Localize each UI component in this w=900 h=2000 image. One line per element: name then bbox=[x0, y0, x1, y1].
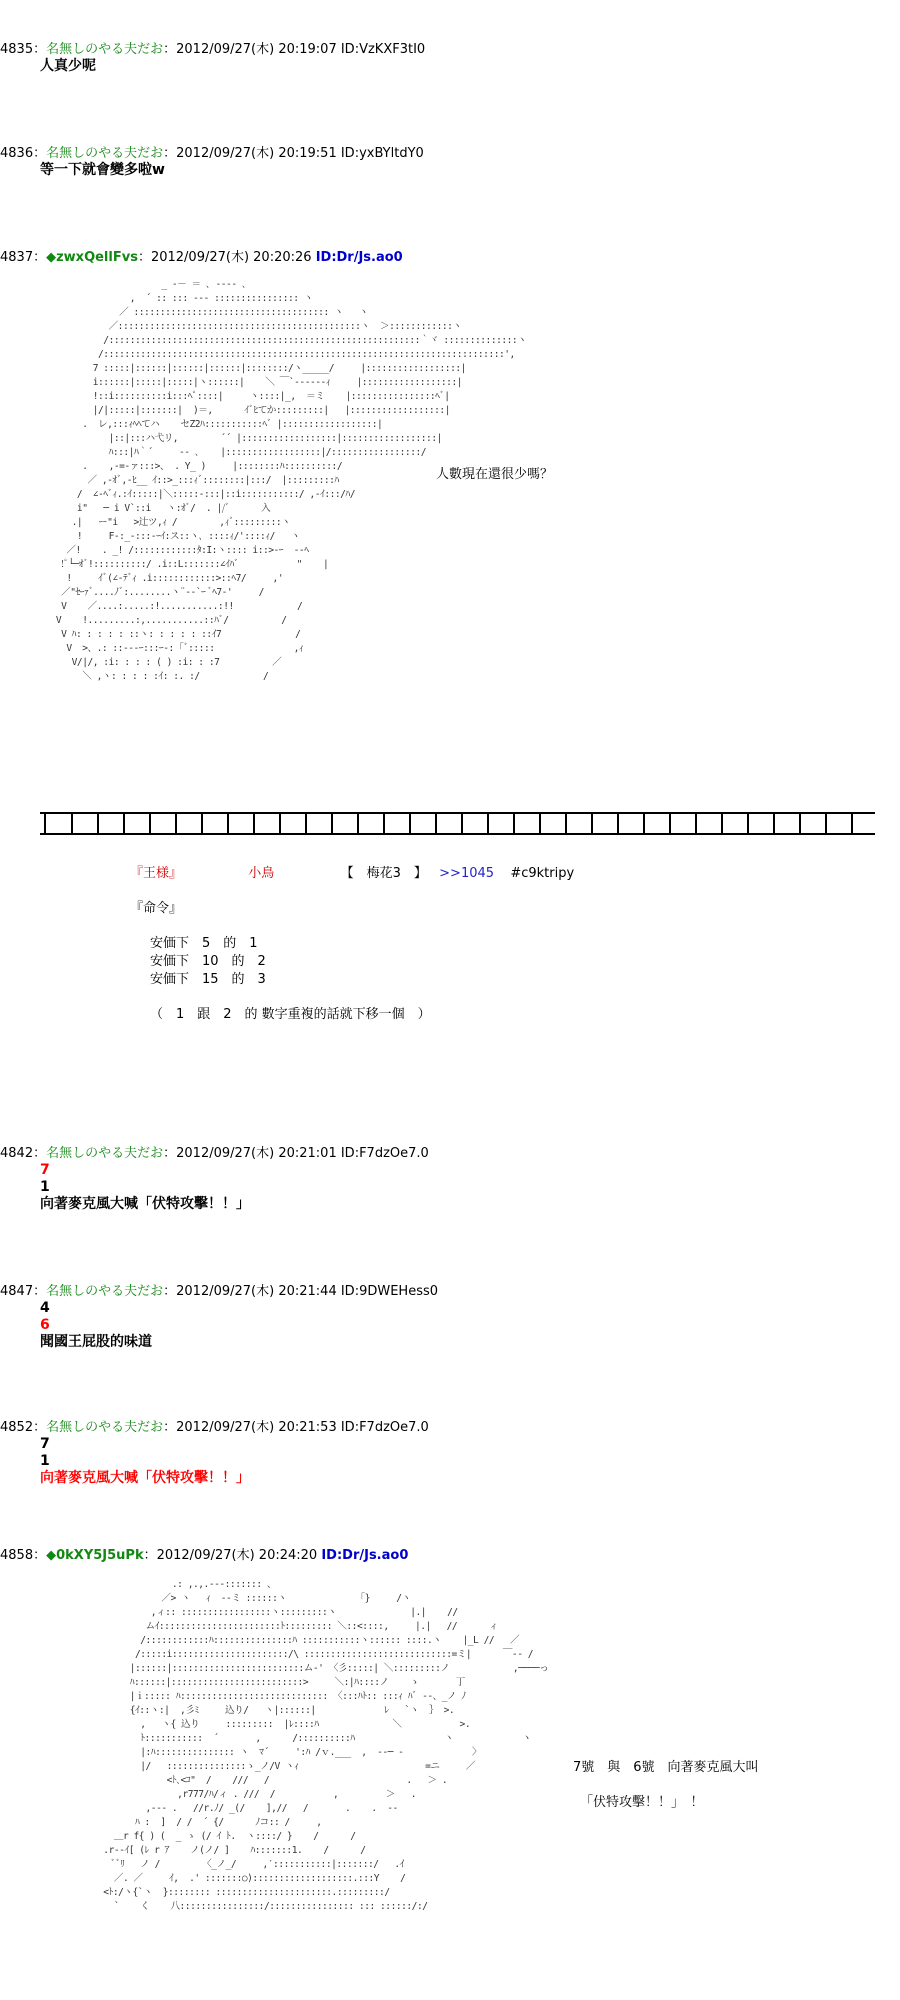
divider-tick bbox=[461, 812, 463, 833]
divider-tick bbox=[643, 812, 645, 833]
divider-tick bbox=[565, 812, 567, 833]
order-item bbox=[150, 932, 258, 951]
king-label: 『王様』 bbox=[130, 866, 183, 881]
post-header bbox=[0, 42, 425, 58]
post-number[interactable]: 4852 bbox=[0, 1420, 34, 1435]
post-number[interactable]: 4835 bbox=[0, 42, 34, 57]
poster-name: 名無しのやる夫だお bbox=[46, 146, 164, 161]
speech-text bbox=[573, 1756, 759, 1775]
order-item bbox=[150, 968, 266, 987]
card-label: 【 梅花3 】 bbox=[340, 866, 427, 881]
poster-name: 名無しのやる夫だお bbox=[46, 1284, 164, 1299]
post-number[interactable]: 4842 bbox=[0, 1146, 34, 1161]
poster-name: 名無しのやる夫だお bbox=[46, 1146, 164, 1161]
order-text: 安価下 10 的 2 bbox=[150, 954, 266, 969]
post-header bbox=[0, 1284, 438, 1300]
post-number[interactable]: 4836 bbox=[0, 146, 34, 161]
divider-tick bbox=[331, 812, 333, 833]
ascii-art-character: _ -－ ＝ ､ ‐‐‐‐ ､ , ´ :: ::: ‐‐‐ :::::::::::::::: ヽ ／ ::::::::::::::::::::::::::::::::::::: ヽ ヽ ／::::::::::::::::::::::::::::::::::::::::::::::ヽ ＞::::::::::::ヽ /:::::::::::::::::::::::::::::::::::::::::::::::::::::::::::｀ヾ ::::::::::::::ヽ /::::::::::::::::::::::::::::::::::::::::::::::::::::::::::::::::::::::::::::', 7 :::::|::::::|::::::|::::::|::::::::/ヽ_____/ |::::::::::::::::::| i::::::|:::::|:::::|ヽ::::::| ＼ ￣`‐‐‐‐‐‐ｨ |::::::::::::::::::| !::i::::::::::i:::ﾍﾟ::::| ヽ::::|_, ＝ミ |::::::::::::::::ﾍﾞ| |/|:::::|:::::::| )＝, ｲﾞﾋてか:::::::::| |::::::::::::::::::| . レ,:::ｨﾍﾍてハ セZ2ﾊ:::::::::::ﾍﾞ |::::::::::::::::::| |::|:::ハ弋リ, ´´ |::::::::::::::::::|::::::::::::::::::| ﾊ:::|ﾊ｀´ -- ､ |::::::::::::::::::|/:::::::::::::::::/ . ,-=-ァ:::>、 . Y_ ) |::::::::ﾊ::::::::::/ ／ ,-ｵﾞ,‐ﾋ__ ｲ::>_:::ｨﾞ::::::::|:::/ |:::::::::ﾊ / ∠-ﾍﾞｨ.:ｲ:::::|＼:::::-:::|::i:::::::::::/ ,-ｲ:::/ﾊ/ i" ─ i V`::i ヽ:ｵﾞ/ . |/ﾞ 入 .| ー"i >辻ツ,ｨ / ,ｨﾞ:::::::::ヽ ! F-:_-:::-ｰｲ:ス::ヽ､ ::::ｨ/'::::ｨ/ ヽ ／! . _! /::::::::::::ﾀ:I:ヽ:::: i::>-ｰ ‐‐ﾍ !ﾟ└─ｵﾞ!::::::::::/ .i::L:::::::∠ｲﾊﾞ " | ! ｲﾞ(∠-ﾃﾞｨ .i::::::::::::>::ﾍ7/ ,' ／"ｾｰｧﾞ....ﾉﾞ:........ヽ¨‐‐`ｰ ﾞﾍ7‐' / V ／....:.....:!...........:!! / V !.........:,...........::ﾊﾞ/ / V ﾊ: : : : : ::ヽ: : : : : ::ｲ7 / V >、.: ::‐‐‐ｰ:::ｰ‐: ｢ﾞ::::: ,ｨ V/|/, :i: : : : ( ) :i: : :7 ／ ＼ ,ヽ: : : : :ｲ: :. :/ / bbox=[55, 279, 527, 682]
order-note bbox=[150, 1003, 431, 1022]
divider-tick bbox=[773, 812, 775, 833]
post-line: 等一下就會變多啦w bbox=[40, 162, 165, 178]
divider-tick bbox=[383, 812, 385, 833]
divider-tick bbox=[799, 812, 801, 833]
post-meta: ：2012/09/27(木) 20:19:51 ID:yxBYltdY0 bbox=[163, 146, 424, 161]
divider-tick bbox=[123, 812, 125, 833]
divider-tick bbox=[149, 812, 151, 833]
poster-name: 名無しのやる夫だお bbox=[46, 1420, 164, 1435]
separator: ： bbox=[33, 1420, 47, 1435]
separator: ： bbox=[33, 1146, 47, 1161]
separator: ： bbox=[33, 1548, 47, 1563]
post-line: 1 bbox=[40, 1453, 50, 1469]
poster-trip: ◆0kXY5J5uPk bbox=[46, 1548, 144, 1563]
post-body bbox=[40, 1162, 250, 1213]
separator: ： bbox=[33, 146, 47, 161]
divider-tick bbox=[44, 812, 46, 833]
post-meta: ：2012/09/27(木) 20:20:26 bbox=[137, 250, 316, 265]
divider-tick bbox=[487, 812, 489, 833]
divider-tick bbox=[71, 812, 73, 833]
divider-tick bbox=[97, 812, 99, 833]
order-title bbox=[130, 897, 182, 916]
post-meta: ：2012/09/27(木) 20:21:01 ID:F7dzOe7.0 bbox=[163, 1146, 429, 1161]
post-body bbox=[40, 1436, 250, 1487]
divider-tick bbox=[279, 812, 281, 833]
separator: ： bbox=[33, 42, 47, 57]
divider-tick bbox=[227, 812, 229, 833]
divider-tick bbox=[253, 812, 255, 833]
order-text: 安価下 5 的 1 bbox=[150, 936, 258, 951]
divider-tick bbox=[201, 812, 203, 833]
post-header bbox=[0, 1146, 429, 1162]
post-line: 向著麥克風大喊「伏特攻擊！！」 bbox=[40, 1470, 250, 1486]
divider-bottom bbox=[40, 833, 875, 835]
divider-tick bbox=[669, 812, 671, 833]
game-header bbox=[130, 862, 574, 881]
separator: ： bbox=[33, 1284, 47, 1299]
divider-tick bbox=[825, 812, 827, 833]
order-title-text: 『命令』 bbox=[130, 901, 183, 916]
poster-id: ID:Dr/Js.ao0 bbox=[315, 250, 403, 265]
divider-tick bbox=[513, 812, 515, 833]
divider-top bbox=[40, 812, 875, 814]
speech-line: 人數現在還很少嗎？ bbox=[436, 467, 554, 482]
post-line: 4 bbox=[40, 1300, 50, 1316]
divider-tick bbox=[851, 812, 853, 833]
post-header bbox=[0, 250, 403, 266]
post-line: 人真少呢 bbox=[40, 58, 96, 74]
post-meta: ：2012/09/27(木) 20:21:53 ID:F7dzOe7.0 bbox=[163, 1420, 429, 1435]
reply-anchor-link[interactable]: >>1045 bbox=[439, 866, 495, 881]
post-meta: ：2012/09/27(木) 20:24:20 bbox=[143, 1548, 322, 1563]
post-number[interactable]: 4858 bbox=[0, 1548, 34, 1563]
divider-tick bbox=[747, 812, 749, 833]
post-header bbox=[0, 146, 424, 162]
speech-text bbox=[436, 463, 553, 482]
speech-text bbox=[580, 1791, 704, 1810]
post-meta: ：2012/09/27(木) 20:19:07 ID:VzKXF3tI0 bbox=[163, 42, 426, 57]
divider-tick bbox=[409, 812, 411, 833]
poster-name: 名無しのやる夫だお bbox=[46, 42, 164, 57]
divider-tick bbox=[695, 812, 697, 833]
post-line: 聞國王屁股的味道 bbox=[40, 1334, 152, 1350]
divider-tick bbox=[357, 812, 359, 833]
post-line: 1 bbox=[40, 1179, 50, 1195]
post-number[interactable]: 4837 bbox=[0, 250, 34, 265]
order-note-text: （ 1 跟 2 的 數字重複的話就下移一個 ） bbox=[150, 1007, 431, 1022]
separator: ： bbox=[33, 250, 47, 265]
divider-tick bbox=[435, 812, 437, 833]
post-line: 向著麥克風大喊「伏特攻擊！！」 bbox=[40, 1196, 250, 1212]
speech-line: 「伏特攻擊！！」 ！ bbox=[580, 1795, 704, 1810]
poster-trip: ◆zwxQellFvs bbox=[46, 250, 138, 265]
post-line: 7 bbox=[40, 1436, 50, 1452]
post-header bbox=[0, 1548, 408, 1564]
divider-tick bbox=[539, 812, 541, 833]
divider-tick bbox=[591, 812, 593, 833]
ascii-art-character: .: ,.,.‐‐‐::::::: 、 ／> ヽ ｨ ‐‐ミ ::::::ヽ ｢} /ヽ ,ィ:: :::::::::::::::::ヽ:::::::::ヽ |.| // ムｲ:::::::::::::::::::::::ﾄ::::::::: ＼::<::::, |.| // ィ /::::::::::::ﾊ:::::::::::::::ﾊ :::::::::::ヽ:::::: ::::.ヽ |_L // ／ /:::::i::::::::::::::::::::::/\ ::::::::::::::::::::::::::::=ミ| ￣‐‐ / |::::::|:::::::::::::::::::::::::ム‐' 〈彡:::::| ＼:::::::::ノ ,────っ ﾊ::::::|:::::::::::::::::::::::::> ＼:|ﾊ::::ノ ゝ 丁 |ｉ::::: ﾊ:::::::::::::::::::::::::::: 〈:::ﾊﾄ:: :::ｨ ﾊﾞ ‐‐、_ノ ﾉ {ｲ::ヽ:| ,彡ﾐ 込り/ ヽ|::::::| ﾚ `ヽ ｝ >. , ヽ{ 込り ::::::::: |ﾚ::::ﾊ ＼ >. ﾄ::::::::::: ´ , /::::::::::ﾊ ヽ ヽ |:ﾊ::::::::::::::: ヽ ﾏ´ ':ﾊ /ｖ.___ , ‐‐─ ‐ 〉 |/ :::::::::::::::ゝ_ノ/V ヽｨ =ニ ／ <ﾄ､<ｺ" / /// / . ＞ . ,r777/ﾊ/ィ . /// / , ＞ . ,‐‐‐ . //r.ﾉ/ _(/ ],// / . . -‐ ﾊ : ] / / ´ {/ ﾉコ:: / , ＿r f{ ) ( _ ゝ (/ ｲ ﾄ. ヽ::::/ } / / .r‐‐ｲ[ (ﾚ r ｱ ノ(ノ/ ] ﾊ:::::::1. / / ﾞﾞﾘ ノ / 〈_ノ_/ ,′:::::::::::|:::::::/ .ｲ ／. ／ ｲ, .' :::::::○):::::::::::::::::::.:::Y / <ﾄ:/ヽ{`ヽ }:::::::: ::::::::::::::::::::::.:::::::::/ ` く 八::::::::::::::::/:::::::::::::::: ::: ::::::/:/ bbox=[103, 1579, 549, 1912]
post-line: 6 bbox=[40, 1317, 50, 1333]
post-line: 7 bbox=[40, 1162, 50, 1178]
post-body bbox=[40, 1300, 152, 1351]
post-body bbox=[40, 162, 165, 179]
bird-label: 小鳥 bbox=[248, 866, 275, 881]
divider-tick bbox=[305, 812, 307, 833]
speech-line: 7號 與 6號 向著麥克風大叫 bbox=[573, 1760, 759, 1775]
trip-tag: #c9ktripy bbox=[510, 866, 575, 881]
divider-tick bbox=[721, 812, 723, 833]
order-text: 安価下 15 的 3 bbox=[150, 972, 266, 987]
post-header bbox=[0, 1420, 429, 1436]
post-meta: ：2012/09/27(木) 20:21:44 ID:9DWEHess0 bbox=[163, 1284, 439, 1299]
post-body bbox=[40, 58, 96, 75]
order-item bbox=[150, 950, 266, 969]
divider-tick bbox=[175, 812, 177, 833]
poster-id: ID:Dr/Js.ao0 bbox=[321, 1548, 409, 1563]
divider-tick bbox=[617, 812, 619, 833]
post-number[interactable]: 4847 bbox=[0, 1284, 34, 1299]
